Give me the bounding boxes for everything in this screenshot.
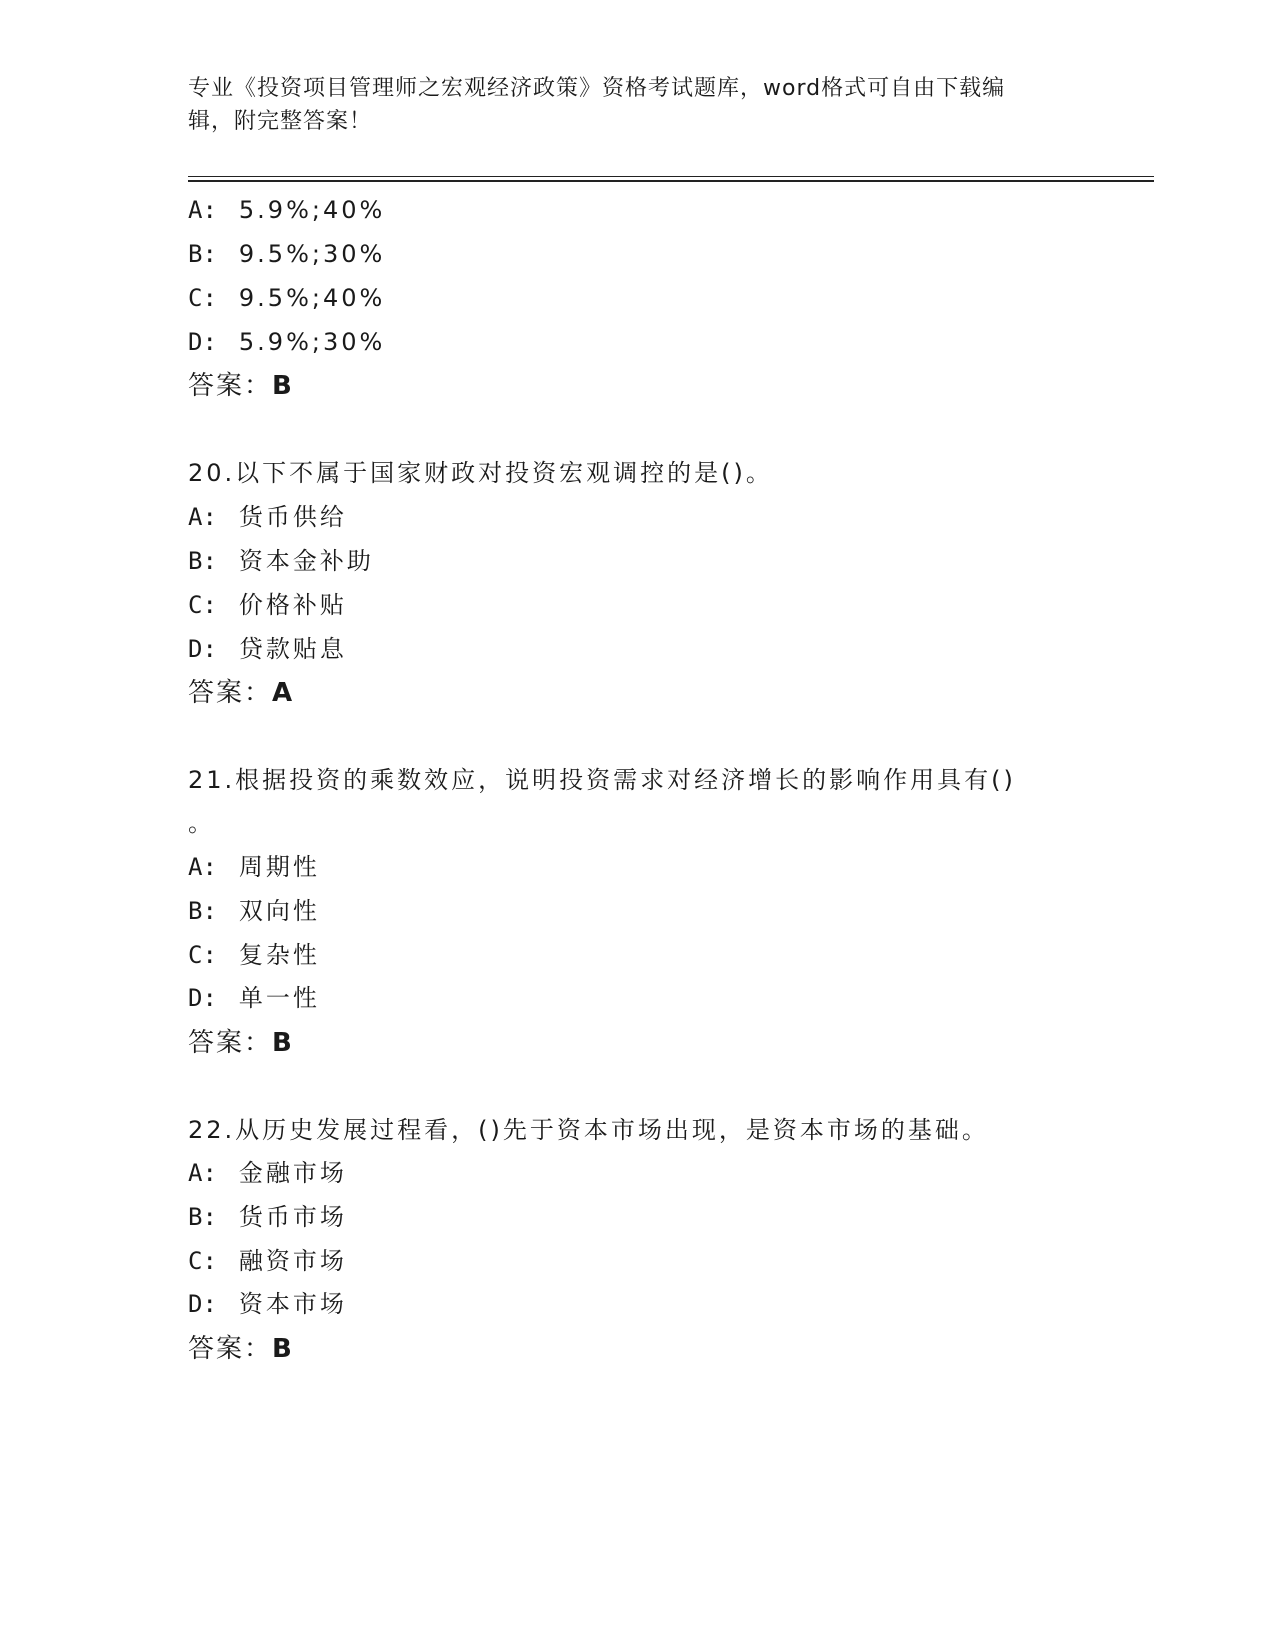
q19-option-b: B: 9.5%;30% xyxy=(188,240,386,268)
q20-answer: 答案：A xyxy=(188,678,295,708)
q21-stem-line-1: 21.根据投资的乘数效应，说明投资需求对经济增长的影响作用具有() xyxy=(188,766,1016,794)
q20-option-a: A: 货币供给 xyxy=(188,503,347,531)
q21-option-c: C: 复杂性 xyxy=(188,941,320,969)
q19-answer: 答案：B xyxy=(188,371,294,401)
q21-option-a: A: 周期性 xyxy=(188,853,320,881)
q19-option-c: C: 9.5%;40% xyxy=(188,284,386,312)
q21-option-d: D: 单一性 xyxy=(188,984,320,1012)
header-divider-thin xyxy=(188,176,1154,177)
q22-option-c: C: 融资市场 xyxy=(188,1247,347,1275)
q20-option-c: C: 价格补贴 xyxy=(188,591,347,619)
document-header xyxy=(188,72,1088,138)
q22-answer: 答案：B xyxy=(188,1334,294,1364)
q20-option-d: D: 贷款贴息 xyxy=(188,635,347,663)
header-divider-thick xyxy=(188,180,1154,182)
q19-option-d: D: 5.9%;30% xyxy=(188,328,386,356)
header-line-2: 辑，附完整答案！ xyxy=(188,109,373,134)
q21-answer: 答案：B xyxy=(188,1028,294,1058)
q22-stem: 22.从历史发展过程看，()先于资本市场出现，是资本市场的基础。 xyxy=(188,1116,989,1144)
q21-stem-line-2: 。 xyxy=(188,809,215,837)
q21-option-b: B: 双向性 xyxy=(188,897,320,925)
q20-option-b: B: 资本金补助 xyxy=(188,547,374,575)
q20-stem: 20.以下不属于国家财政对投资宏观调控的是()。 xyxy=(188,459,773,487)
q19-option-a: A: 5.9%;40% xyxy=(188,196,386,224)
q22-option-d: D: 资本市场 xyxy=(188,1290,347,1318)
q22-option-a: A: 金融市场 xyxy=(188,1159,347,1187)
q22-option-b: B: 货币市场 xyxy=(188,1203,347,1231)
header-line-1: 专业《投资项目管理师之宏观经济政策》资格考试题库，word格式可自由下载编 xyxy=(188,76,1006,101)
